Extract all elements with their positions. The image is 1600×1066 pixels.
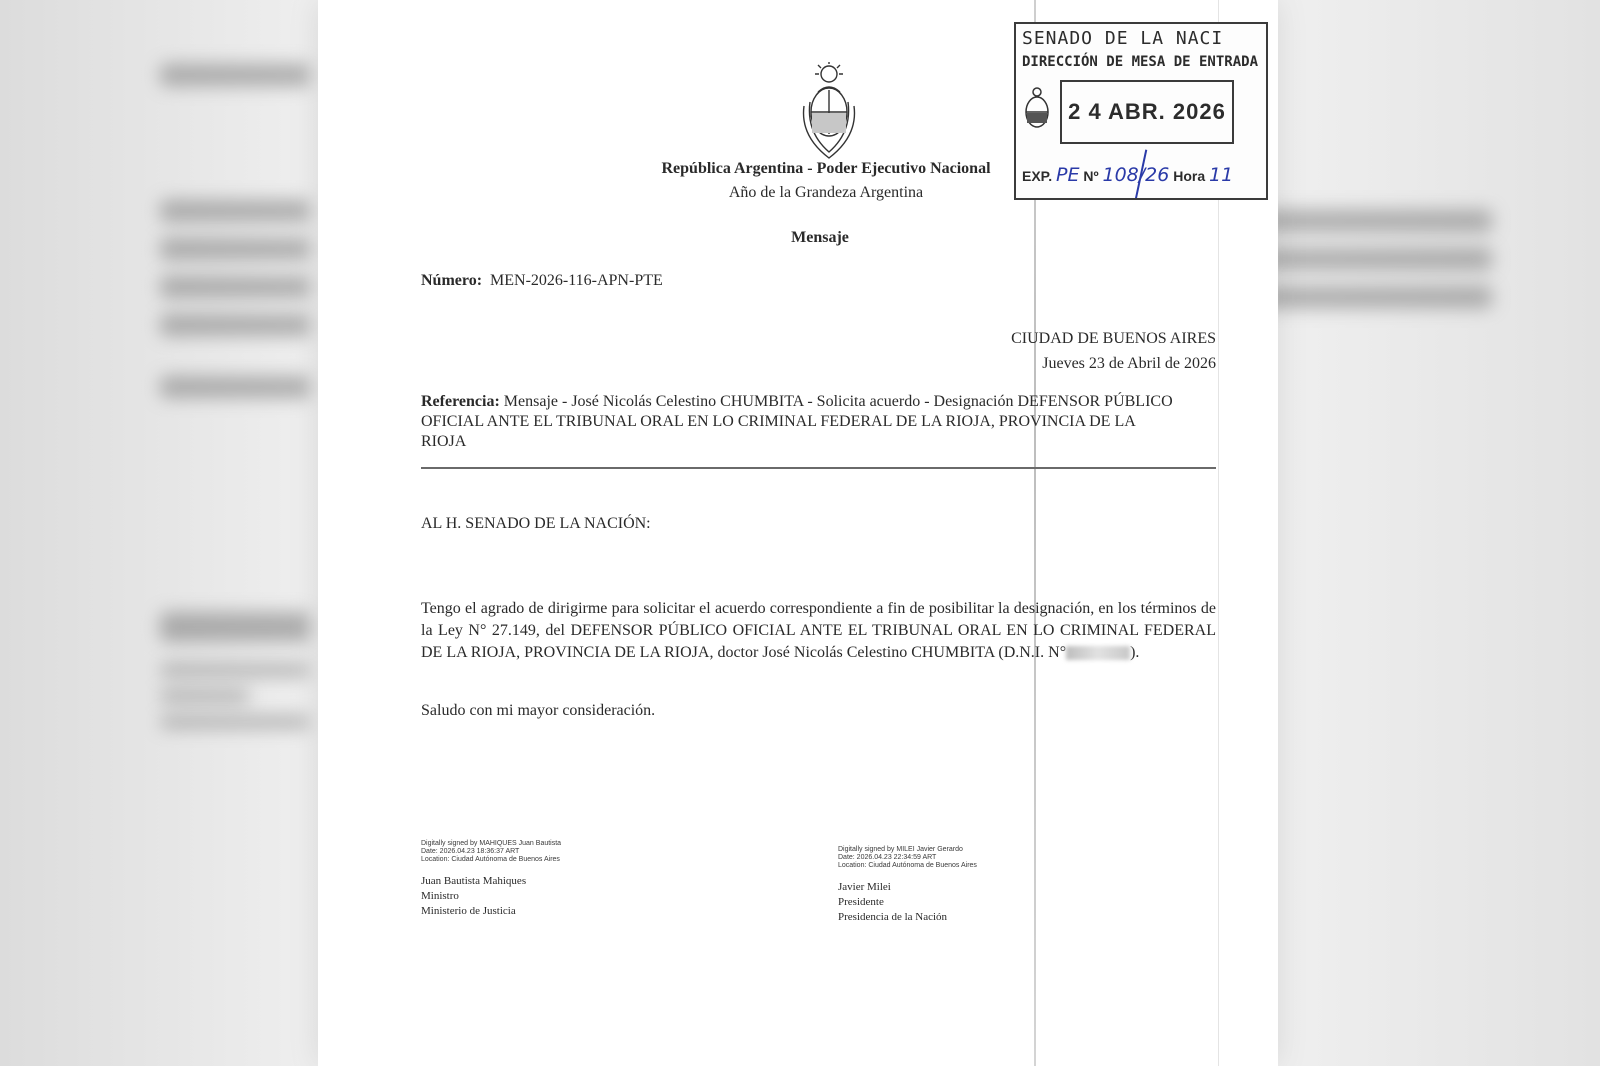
stamp-institution: SENADO DE LA NACI (1022, 28, 1224, 49)
date: Jueves 23 de Abril de 2026 (1042, 355, 1216, 372)
redacted-id (1066, 646, 1130, 660)
reference-text: Mensaje - José Nicolás Celestino CHUMBITA - Solicita acuerdo - Designación DEFENSOR PÚBLICO OFICIAL ANTE EL TRIBUNAL ORAL EN LO CRIMINAL FEDERAL DE LA RIOJA, PROVINCIA DE LA RIOJA (421, 393, 1173, 450)
place-and-date (1011, 326, 1216, 376)
exp-handwritten: PE (1056, 164, 1080, 186)
city: CIUDAD DE BUENOS AIRES (1011, 330, 1216, 347)
signer-office: Presidencia de la Nación (838, 911, 948, 923)
signer-name: Juan Bautista Mahiques (421, 875, 527, 887)
signature-meta-line: Location: Ciudad Autónoma de Buenos Aires (421, 856, 560, 863)
stamp-department: DIRECCIÓN DE MESA DE ENTRADA (1022, 54, 1259, 70)
background-text-blur (1262, 248, 1492, 270)
background-text-blur (160, 716, 310, 728)
hora-label: Hora (1173, 168, 1206, 184)
divider (421, 467, 1216, 469)
stamp-file-row (1022, 164, 1233, 186)
document-type: Mensaje (791, 229, 849, 246)
document-number-value: MEN-2026-116-APN-PTE (490, 272, 663, 289)
background-text-blur (160, 664, 310, 676)
signature-meta-line: Digitally signed by MILEI Javier Gerardo (838, 846, 963, 853)
signature-meta-line: Location: Ciudad Autónoma de Buenos Aires (838, 862, 977, 869)
background-text-blur (160, 64, 310, 86)
body-paragraph (421, 598, 1216, 664)
stamp-date: 2 4 ABR. 2026 (1060, 80, 1234, 144)
addressee: AL H. SENADO DE LA NACIÓN: (421, 515, 651, 532)
background-text-blur (160, 314, 310, 336)
body-paragraph-end: ). (1130, 644, 1140, 661)
background-text-blur (1262, 210, 1492, 232)
reference (421, 392, 1181, 452)
digital-signature-meta (421, 840, 561, 864)
exp-label: EXP. (1022, 168, 1053, 184)
document-number (421, 272, 663, 290)
digital-signature-meta (838, 846, 977, 870)
signer-name: Javier Milei (838, 881, 891, 893)
coat-of-arms-icon (796, 62, 862, 160)
background-text-blur (160, 276, 310, 298)
background-text-blur (160, 690, 250, 702)
signer-role: Presidente (838, 896, 884, 908)
background-text-blur (160, 612, 310, 642)
reference-label: Referencia: (421, 393, 500, 410)
signer-office: Ministerio de Justicia (421, 905, 516, 917)
number-handwritten: 108/26 (1102, 164, 1170, 186)
seal-icon (1022, 86, 1052, 134)
signature-meta-line: Date: 2026.04.23 22:34:59 ART (838, 854, 937, 861)
signature-block-president (838, 846, 977, 925)
body-paragraph-text: Tengo el agrado de dirigirme para solicitar el acuerdo correspondiente a fin de posibilitar la designación, en los términos de la Ley N° 27.149, del DEFENSOR PÚBLICO OFICIAL ANTE EL TRIBUNAL ORAL EN LO CRIMINAL FEDERAL DE LA RIOJA, PROVINCIA DE LA RIOJA, doctor José Nicolás Celestino CHUMBITA (D.N.I. N° (421, 600, 1216, 661)
background-text-blur (1262, 286, 1492, 308)
header-subtitle: Año de la Grandeza Argentina (728, 184, 924, 201)
document-number-label: Número: (421, 272, 483, 289)
closing: Saludo con mi mayor consideración. (421, 702, 656, 719)
signature-meta-line: Digitally signed by MAHIQUES Juan Bautista (421, 840, 562, 847)
signature-meta-line: Date: 2026.04.23 18:36:37 ART (421, 848, 520, 855)
background-text-blur (160, 376, 310, 398)
background-text-blur (160, 238, 310, 260)
signature-block-minister (421, 840, 561, 919)
background-text-blur (160, 200, 310, 222)
senate-reception-stamp (1014, 22, 1268, 200)
hora-handwritten: 11 (1209, 164, 1234, 186)
header-title: República Argentina - Poder Ejecutivo Nacional (661, 160, 991, 177)
number-label: Nº (1083, 168, 1099, 184)
signer-role: Ministro (421, 890, 459, 902)
